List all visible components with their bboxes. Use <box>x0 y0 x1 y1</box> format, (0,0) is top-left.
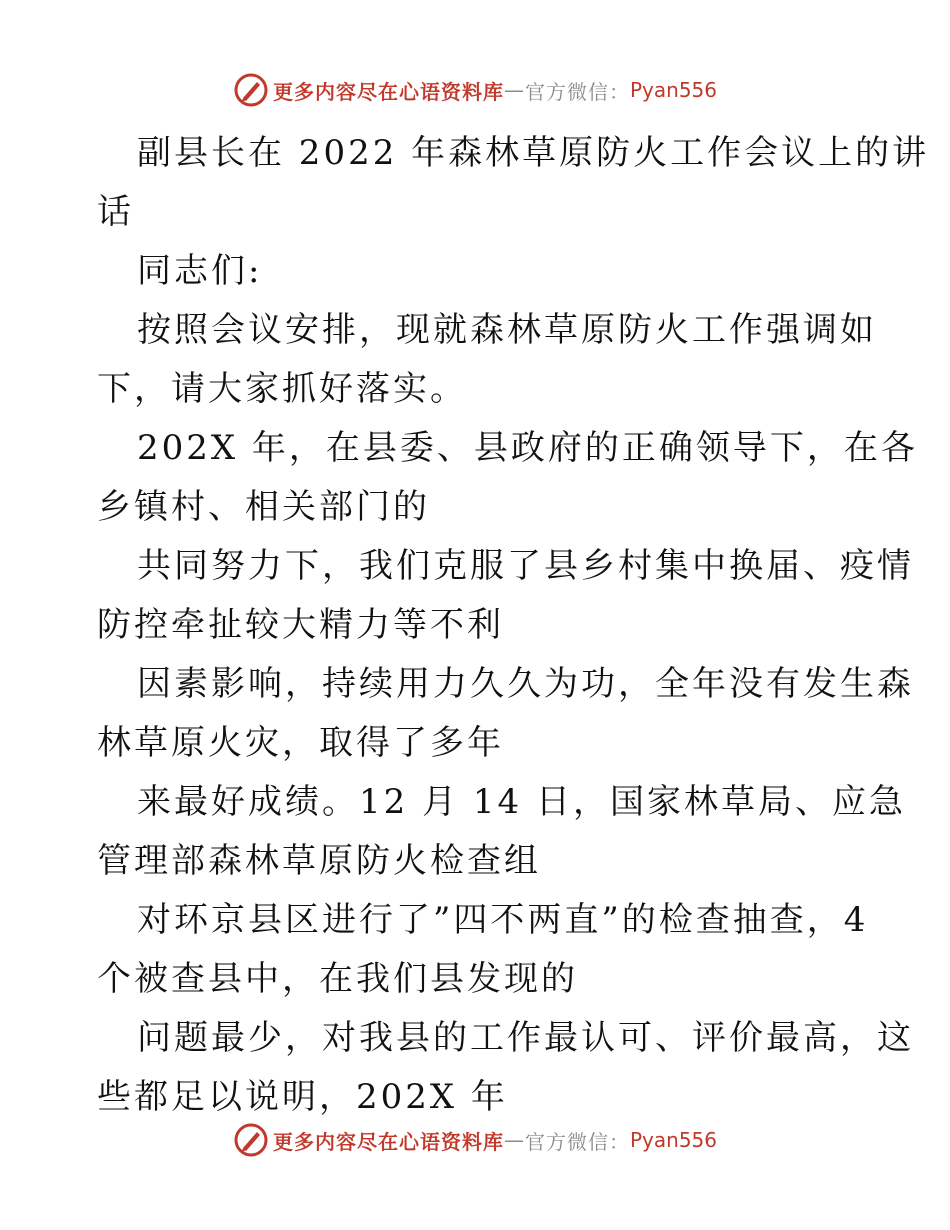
watermark-contact-id: Pyan556 <box>629 78 717 102</box>
brush-pen-logo-icon <box>233 1122 269 1158</box>
paragraph-line: 202X 年，在县委、县政府的正确领导下，在各 <box>137 428 918 468</box>
paragraph-line: 来最好成绩。12 月 14 日，国家林草局、应急 <box>137 782 906 822</box>
header-watermark <box>0 70 950 110</box>
paragraph-line: 些都足以说明，202X 年 <box>97 1077 508 1117</box>
watermark-separator: — <box>503 1128 525 1152</box>
paragraph-line: 下，请大家抓好落实。 <box>97 369 467 409</box>
paragraph-line: 因素影响，持续用力久久为功，全年没有发生森 <box>137 664 914 704</box>
footer-watermark <box>0 1120 950 1160</box>
paragraph-line: 个被查县中，在我们县发现的 <box>97 959 578 999</box>
watermark-contact-label: 官方微信： <box>524 1129 630 1154</box>
paragraph-line: 问题最少，对我县的工作最认可、评价最高，这 <box>137 1018 914 1058</box>
watermark-site-text: 更多内容尽在心语资料库 <box>272 79 504 104</box>
paragraph <box>97 1009 914 1127</box>
title-line-2: 话 <box>97 192 134 232</box>
paragraph <box>97 773 906 891</box>
document-body <box>97 124 930 1127</box>
paragraph-line: 按照会议安排，现就森林草原防火工作强调如 <box>137 310 877 350</box>
paragraph-line: 对环京县区进行了”四不两直”的检查抽查，4 <box>137 900 869 940</box>
watermark-site-text: 更多内容尽在心语资料库 <box>272 1129 504 1154</box>
paragraph <box>97 655 914 773</box>
paragraph-line: 共同努力下，我们克服了县乡村集中换届、疫情 <box>137 546 914 586</box>
paragraph-line: 同志们: <box>137 251 263 291</box>
watermark-separator: — <box>503 78 525 102</box>
paragraph-line: 林草原火灾，取得了多年 <box>97 723 504 763</box>
paragraph <box>97 537 914 655</box>
paragraph <box>97 891 869 1009</box>
salutation <box>97 242 857 301</box>
title-line-1: 副县长在 2022 年森林草原防火工作会议上的讲 <box>137 133 930 173</box>
watermark-contact-id: Pyan556 <box>629 1128 717 1152</box>
paragraph-line: 管理部森林草原防火检查组 <box>97 841 541 881</box>
brush-pen-logo-icon <box>233 72 269 108</box>
paragraph-line: 防控牵扯较大精力等不利 <box>97 605 504 645</box>
document-title <box>97 124 930 242</box>
paragraph-line: 乡镇村、相关部门的 <box>97 487 430 527</box>
paragraph <box>97 301 877 419</box>
paragraph <box>97 419 918 537</box>
watermark-contact-label: 官方微信： <box>524 79 630 104</box>
